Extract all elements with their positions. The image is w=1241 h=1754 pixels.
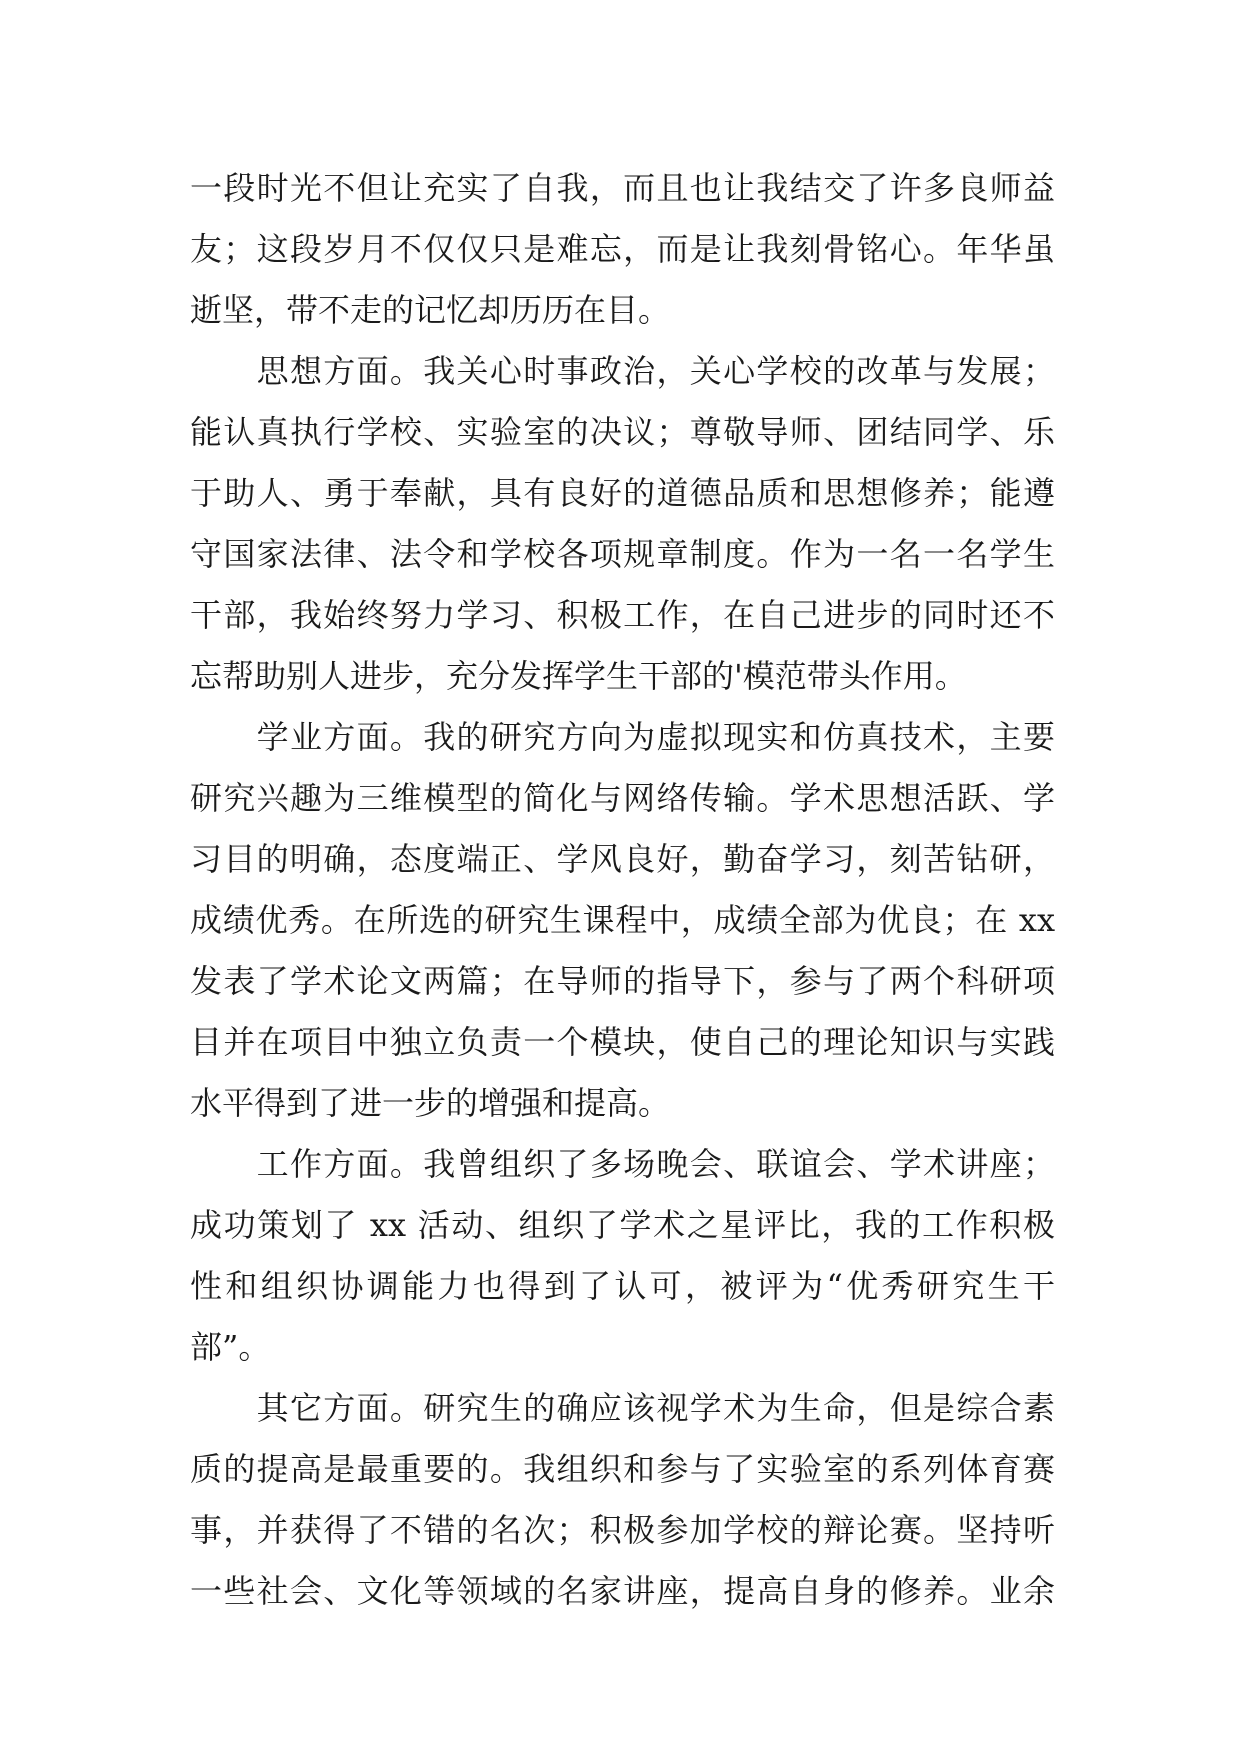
text-line: 成绩优秀。在所选的研究生课程中，成绩全部为优良；在 xx xyxy=(190,901,1055,939)
text-line: 一段时光不但让充实了自我，而且也让我结交了许多良师益 xyxy=(190,169,1055,207)
paragraph-work xyxy=(190,1134,1055,1378)
text-line: 部”。 xyxy=(190,1328,271,1366)
text-line: 目并在项目中独立负责一个模块，使自己的理论知识与实践 xyxy=(190,1023,1055,1061)
text-line: 友；这段岁月不仅仅只是难忘，而是让我刻骨铭心。年华虽 xyxy=(190,230,1055,268)
text-line: 守国家法律、法令和学校各项规章制度。作为一名一名学生 xyxy=(190,535,1055,573)
text-line: 性和组织协调能力也得到了认可，被评为“优秀研究生干 xyxy=(190,1267,1055,1305)
document-body xyxy=(190,158,1055,1622)
text-line: 学业方面。我的研究方向为虚拟现实和仿真技术，主要 xyxy=(190,718,1055,756)
text-line: 其它方面。研究生的确应该视学术为生命，但是综合素 xyxy=(190,1389,1055,1427)
paragraph-thought xyxy=(190,341,1055,707)
text-line: 思想方面。我关心时事政治，关心学校的改革与发展； xyxy=(190,352,1055,390)
text-line: 成功策划了 xx 活动、组织了学术之星评比，我的工作积极 xyxy=(190,1206,1055,1244)
paragraph-study xyxy=(190,707,1055,1134)
text-line: 忘帮助别人进步，充分发挥学生干部的'模范带头作用。 xyxy=(190,657,967,695)
text-line: 于助人、勇于奉献，具有良好的道德品质和思想修养；能遵 xyxy=(190,474,1055,512)
text-line: 事，并获得了不错的名次；积极参加学校的辩论赛。坚持听 xyxy=(190,1511,1055,1549)
text-line: 水平得到了进一步的增强和提高。 xyxy=(190,1084,671,1122)
text-line: 发表了学术论文两篇；在导师的指导下，参与了两个科研项 xyxy=(190,962,1055,1000)
text-line: 干部，我始终努力学习、积极工作，在自己进步的同时还不 xyxy=(190,596,1055,634)
text-line: 质的提高是最重要的。我组织和参与了实验室的系列体育赛 xyxy=(190,1450,1055,1488)
text-line: 能认真执行学校、实验室的决议；尊敬导师、团结同学、乐 xyxy=(190,413,1055,451)
text-line: 研究兴趣为三维模型的简化与网络传输。学术思想活跃、学 xyxy=(190,779,1055,817)
text-line: 习目的明确，态度端正、学风良好，勤奋学习，刻苦钻研， xyxy=(190,840,1055,878)
text-line: 工作方面。我曾组织了多场晚会、联谊会、学术讲座； xyxy=(190,1145,1055,1183)
paragraph-other xyxy=(190,1378,1055,1622)
text-line: 一些社会、文化等领域的名家讲座，提高自身的修养。业余 xyxy=(190,1572,1055,1610)
paragraph-1 xyxy=(190,158,1055,341)
text-line: 逝坚，带不走的记忆却历历在目。 xyxy=(190,291,671,329)
